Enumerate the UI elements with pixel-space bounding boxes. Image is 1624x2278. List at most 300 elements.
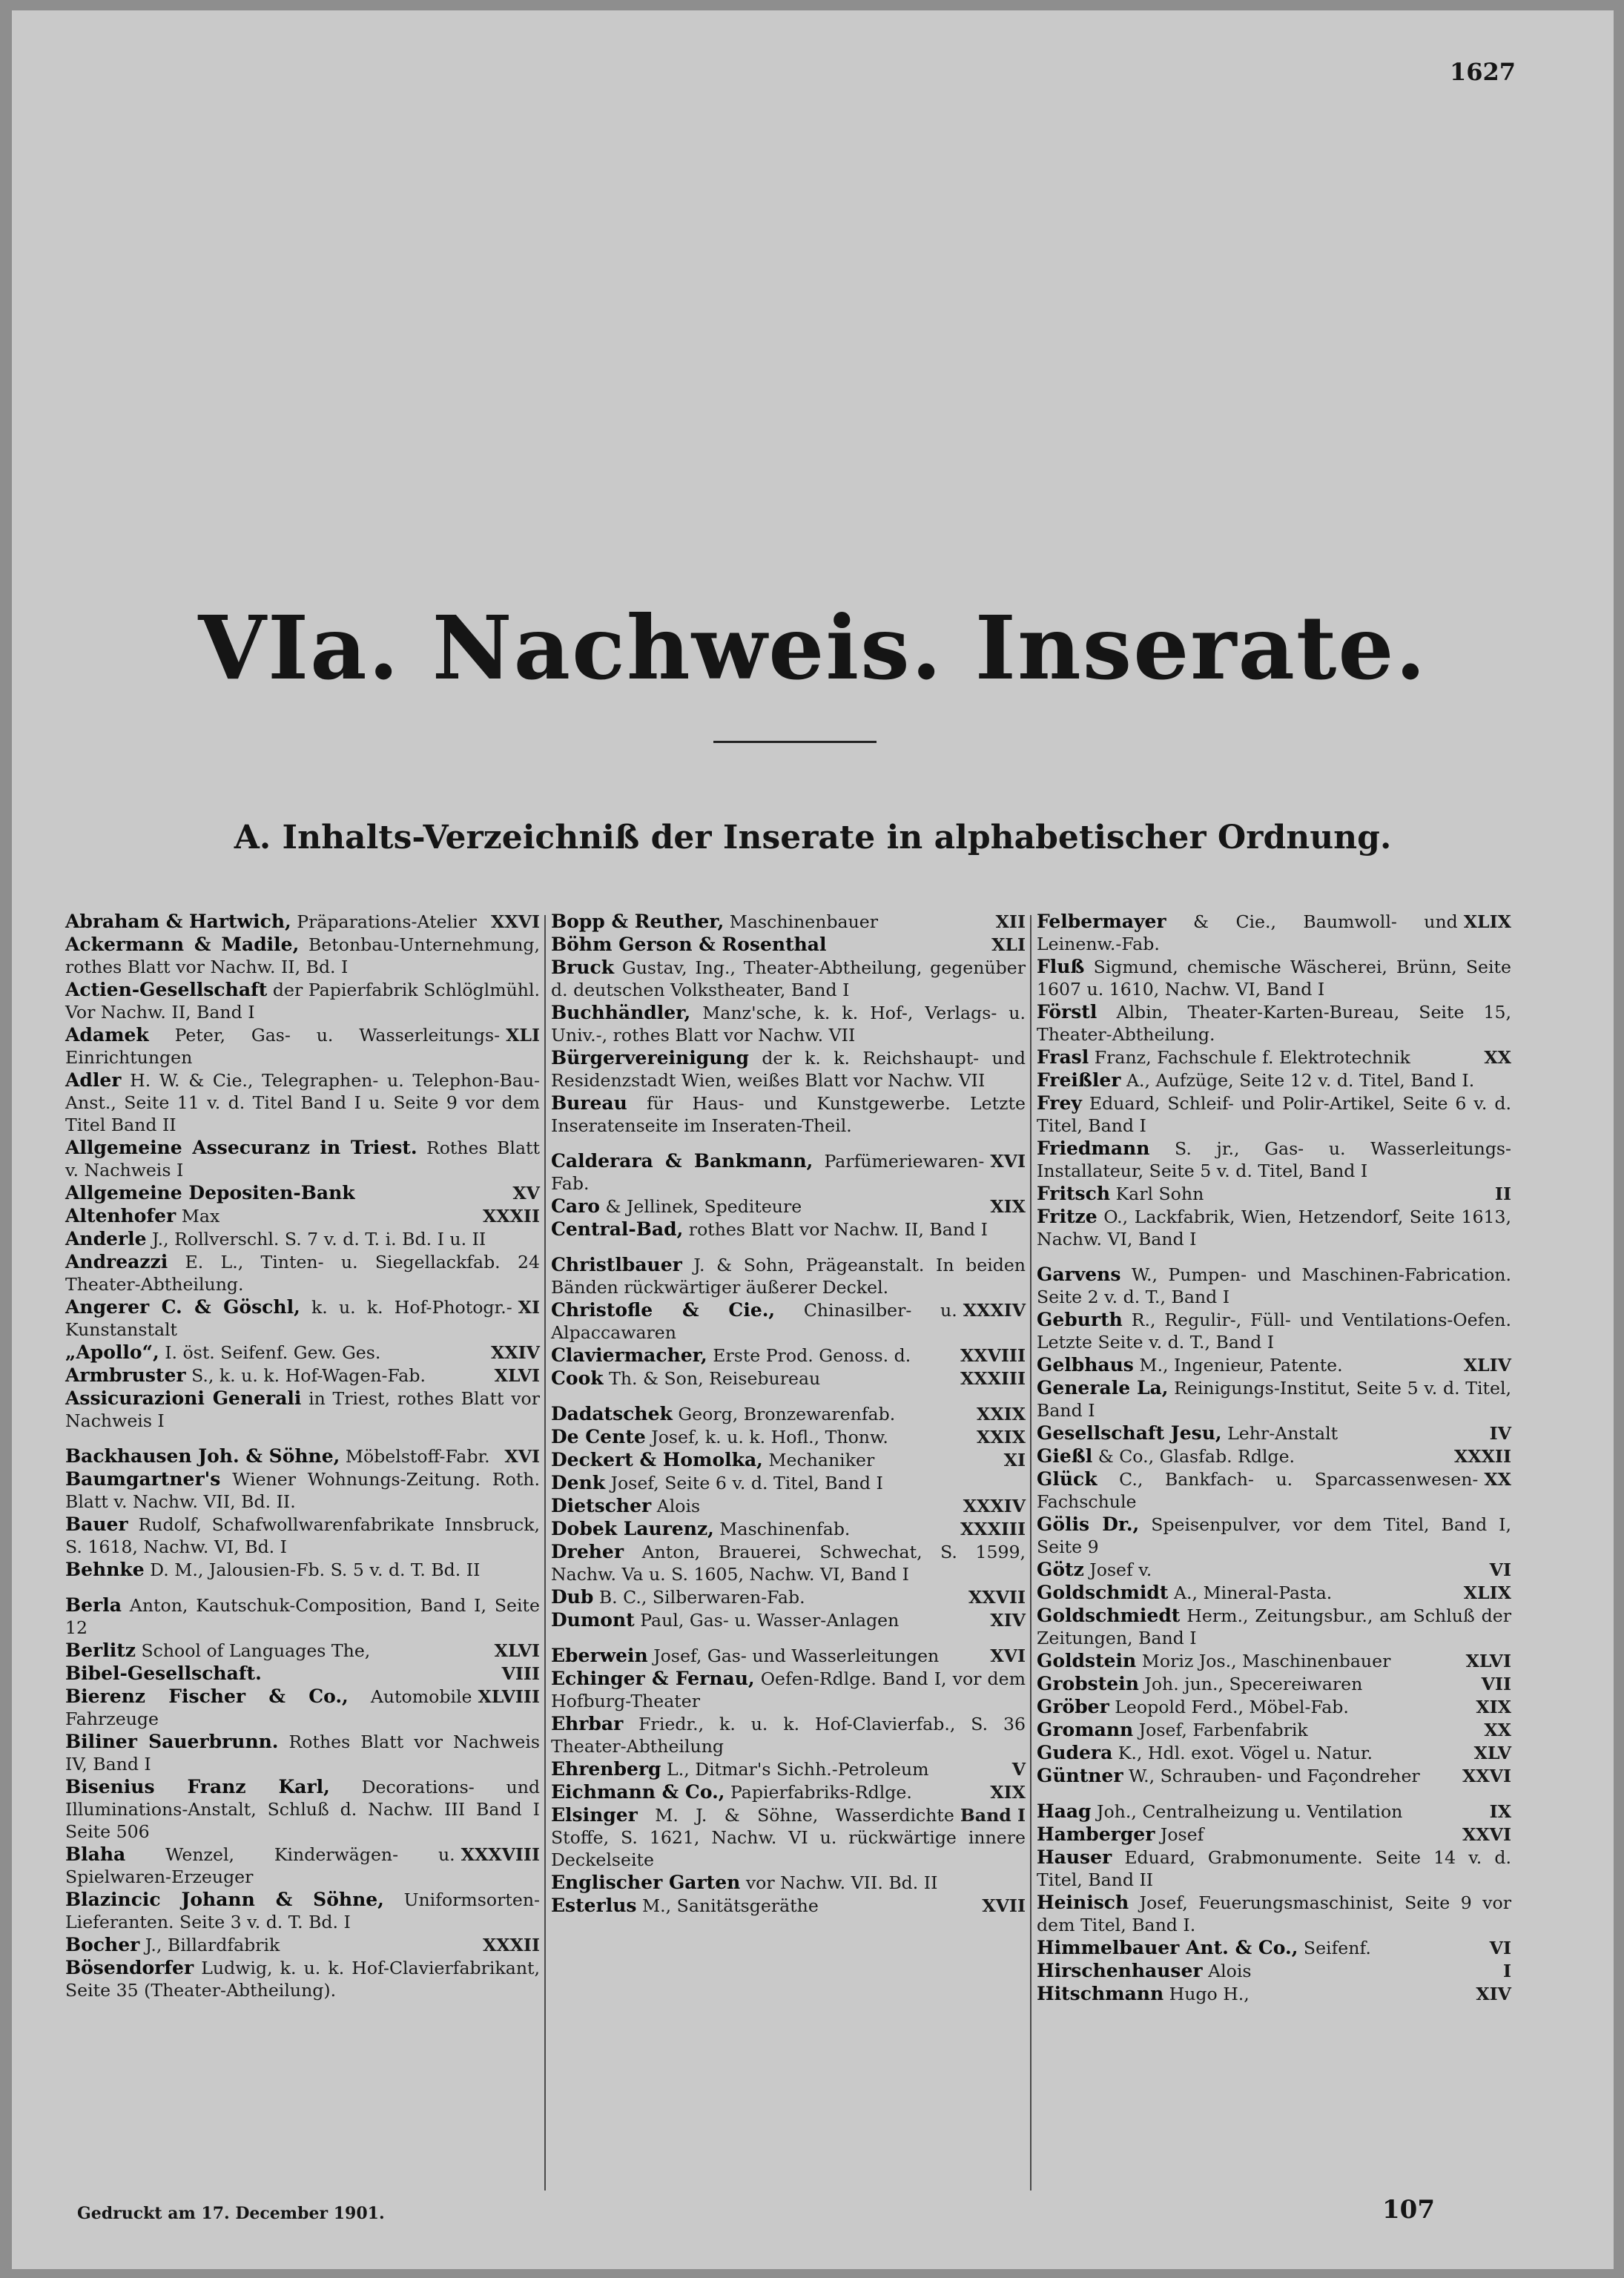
index-entry <box>551 1713 1026 1757</box>
index-entry <box>1037 1206 1511 1250</box>
index-entry <box>1037 1582 1511 1604</box>
entry-name: Ehrbar <box>551 1713 624 1734</box>
entry-description: Josef, Seite 6 v. d. Titel, Band I <box>610 1473 883 1493</box>
entry-reference: VII <box>1481 1674 1511 1694</box>
index-entry <box>1037 1650 1511 1672</box>
entry-description: A., Mineral-Pasta. <box>1173 1582 1333 1603</box>
index-entry <box>551 1472 1026 1494</box>
entry-name: Armbruster <box>65 1364 186 1386</box>
entry-description: Wiener Wohnungs-Zeitung. Roth. Blatt v. Nachw. VII, Bd. II. <box>65 1469 540 1512</box>
index-entry <box>551 1403 1026 1425</box>
index-entry <box>551 1426 1026 1448</box>
entry-name: „Apollo“, <box>65 1341 159 1363</box>
index-entry <box>1037 1605 1511 1649</box>
index-entry <box>551 1092 1026 1137</box>
entry-description: J., Billardfabrik <box>145 1935 280 1955</box>
index-entry <box>65 1468 540 1513</box>
entry-description: Josef v. <box>1089 1559 1152 1580</box>
entry-name: Gröber <box>1037 1696 1109 1717</box>
entry-name: Caro <box>551 1195 600 1217</box>
entry-name: Himmelbauer Ant. & Co., <box>1037 1937 1298 1958</box>
entry-reference: Band I <box>960 1805 1026 1826</box>
entry-description: Papierfabriks-Rdlge. <box>730 1782 912 1803</box>
entry-description: B. C., Silberwaren-Fab. <box>598 1587 805 1608</box>
entry-reference: XXVII <box>968 1587 1026 1608</box>
entry-name: Berla <box>65 1594 122 1616</box>
entry-description: Decorations- und Illuminations-Anstalt, Schluß d. Nachw. III Band I Seite 506 <box>65 1777 540 1842</box>
entry-name: Güntner <box>1037 1765 1123 1786</box>
entry-description: k. u. k. Hof-Photogr.-Kunstanstalt <box>65 1297 512 1340</box>
entry-name: Allgemeine Assecuranz in Triest. <box>65 1137 417 1158</box>
entry-reference: XV <box>512 1183 540 1204</box>
index-entry <box>551 1047 1026 1092</box>
entry-reference: XLIX <box>1463 911 1511 932</box>
index-entry <box>1037 1069 1511 1092</box>
entry-name: Claviermacher, <box>551 1344 707 1366</box>
index-entry <box>551 1781 1026 1803</box>
entry-name: Biliner Sauerbrunn. <box>65 1731 279 1752</box>
entry-name: Gesellschaft Jesu, <box>1037 1422 1222 1444</box>
entry-reference: XX <box>1484 1720 1511 1740</box>
index-columns <box>65 911 1514 2193</box>
entry-reference: VI <box>1489 1938 1511 1958</box>
entry-name: Ackermann & Madile, <box>65 934 300 955</box>
entry-description: Parfümeriewaren-Fab. <box>551 1151 985 1194</box>
index-entry <box>551 1586 1026 1608</box>
index-entry <box>65 979 540 1023</box>
index-entry <box>1037 1138 1511 1182</box>
entry-description: vor Nachw. VII. Bd. II <box>745 1872 938 1893</box>
index-entry <box>1037 1937 1511 1959</box>
entry-description: Präparations-Atelier <box>297 911 477 932</box>
entry-description: Lehr-Anstalt <box>1227 1423 1339 1444</box>
entry-reference: XI <box>518 1297 540 1318</box>
index-entry <box>65 1663 540 1685</box>
entry-name: Baumgartner's <box>65 1468 221 1490</box>
entry-description: J., Rollverschl. S. 7 v. d. T. i. Bd. I u. II <box>152 1229 486 1249</box>
entry-reference: XIV <box>990 1610 1026 1631</box>
index-entry <box>65 1686 540 1730</box>
index-entry <box>1037 1309 1511 1353</box>
entry-description: J. & Sohn, Prägeanstalt. In beiden Bänden rückwärtiger äußerer Deckel. <box>551 1255 1026 1298</box>
entry-description: Friedr., k. u. k. Hof-Clavierfab., S. 36 Theater-Abtheilung <box>551 1714 1026 1757</box>
entry-description: Speisenpulver, vor dem Titel, Band I, Seite 9 <box>1037 1514 1511 1557</box>
index-entry <box>1037 1422 1511 1445</box>
index-entry <box>65 1640 540 1662</box>
index-entry <box>551 1758 1026 1780</box>
entry-description: H. W. & Cie., Telegraphen- u. Telephon-Bau-Anst., Seite 11 v. d. Titel Band I u. Seite 9 vor dem Titel Band II <box>65 1070 541 1135</box>
entry-description: rothes Blatt vor Nachw. II, Band I <box>688 1219 988 1240</box>
index-entry <box>551 957 1026 1001</box>
index-entry <box>65 1957 540 2001</box>
entry-reference: XXIX <box>977 1427 1026 1447</box>
entry-description: Anton, Brauerei, Schwechat, S. 1599, Nachw. Va u. S. 1605, Nachw. VI, Band I <box>551 1542 1026 1585</box>
entry-name: Englischer Garten <box>551 1872 741 1893</box>
index-entry <box>1037 1696 1511 1718</box>
index-entry <box>1037 1001 1511 1046</box>
entry-name: Bürgervereinigung <box>551 1047 750 1069</box>
entry-reference: XXXIII <box>960 1519 1026 1539</box>
entry-description: & Cie., Baumwoll- und Leinenw.-Fab. <box>1037 911 1458 954</box>
entry-description: Maschinenbauer <box>729 911 879 932</box>
entry-description: E. L., Tinten- u. Siegellackfab. 24 Theater-Abtheilung. <box>65 1252 540 1295</box>
sheet-number: 107 <box>1382 2195 1435 2225</box>
entry-description: I. öst. Seifenf. Gew. Ges. <box>165 1342 381 1363</box>
entry-description: A., Aufzüge, Seite 12 v. d. Titel, Band I. <box>1126 1070 1475 1091</box>
entry-description: D. M., Jalousien-Fb. S. 5 v. d. T. Bd. II <box>150 1559 481 1580</box>
index-entry <box>1037 1046 1511 1069</box>
entry-description: Eduard, Schleif- und Polir-Artikel, Seite 6 v. d. Titel, Band I <box>1037 1093 1511 1136</box>
index-entry <box>1037 1800 1511 1823</box>
entry-description: der Papierfabrik Schlöglmühl. Vor Nachw. II, Band I <box>65 980 541 1023</box>
index-entry <box>1037 956 1511 1000</box>
entry-reference: XXXIV <box>963 1300 1026 1321</box>
entry-reference: XXXII <box>1454 1446 1511 1467</box>
index-entry <box>551 1002 1026 1046</box>
entry-reference: XIX <box>990 1782 1026 1803</box>
entry-name: Backhausen Joh. & Söhne, <box>65 1445 340 1467</box>
entry-name: Gudera <box>1037 1742 1113 1763</box>
entry-description: Alois <box>1208 1961 1252 1981</box>
entry-reference: XVI <box>990 1151 1026 1172</box>
entry-reference: XXVIII <box>960 1345 1026 1366</box>
section-subtitle: A. Inhalts-Verzeichniß der Inserate in alphabetischer Ordnung. <box>234 819 1392 856</box>
entry-name: Bisenius Franz Karl, <box>65 1776 330 1797</box>
entry-description: Eduard, Grabmonumente. Seite 14 v. d. Titel, Band II <box>1037 1847 1512 1890</box>
index-entry <box>65 1364 540 1387</box>
entry-reference: XII <box>995 911 1026 932</box>
entry-description: Josef, Gas- und Wasserleitungen <box>653 1645 940 1666</box>
entry-reference: I <box>1502 1961 1511 1981</box>
entry-description: Hugo H., <box>1169 1984 1250 2004</box>
entry-name: Haag <box>1037 1800 1092 1822</box>
entry-name: Hirschenhauser <box>1037 1960 1203 1981</box>
entry-name: Angerer C. & Göschl, <box>65 1296 300 1318</box>
index-entry <box>65 1387 540 1432</box>
entry-name: Dadatschek <box>551 1403 673 1424</box>
entry-description: K., Hdl. exot. Vögel u. Natur. <box>1118 1743 1373 1763</box>
index-entry <box>551 1367 1026 1390</box>
entry-reference: XXVI <box>1462 1824 1511 1845</box>
entry-description: S., k. u. k. Hof-Wagen-Fab. <box>191 1365 426 1386</box>
entry-name: Deckert & Homolka, <box>551 1449 763 1470</box>
entry-name: Generale La, <box>1037 1377 1169 1399</box>
entry-description: Chinasilber- u. Alpaccawaren <box>551 1300 957 1343</box>
index-entry <box>65 1934 540 1956</box>
entry-description: C., Bankfach- u. Sparcassenwesen-Fachschule <box>1037 1469 1479 1512</box>
index-entry <box>551 1254 1026 1298</box>
entry-description: M., Ingenieur, Patente. <box>1139 1355 1343 1376</box>
entry-description: & Jellinek, Spediteure <box>605 1196 802 1217</box>
entry-name: Geburth <box>1037 1309 1123 1330</box>
index-entry <box>65 911 540 933</box>
entry-name: Blaha <box>65 1843 126 1865</box>
entry-reference: XXXIII <box>960 1368 1026 1389</box>
entry-name: Blazincic Johann & Söhne, <box>65 1889 384 1910</box>
entry-name: Dub <box>551 1586 594 1608</box>
index-entry <box>65 934 540 978</box>
index-entry <box>1037 1983 1511 2005</box>
entry-description: Maschinenfab. <box>719 1519 851 1539</box>
entry-description: Automobile Fahrzeuge <box>65 1686 472 1729</box>
entry-name: Goldschmidt <box>1037 1582 1169 1603</box>
entry-reference: XLI <box>506 1025 540 1046</box>
entry-description: Paul, Gas- u. Wasser-Anlagen <box>640 1610 900 1631</box>
entry-name: Frasl <box>1037 1046 1089 1068</box>
index-entry <box>65 1445 540 1468</box>
index-entry <box>65 1251 540 1295</box>
entry-description: Josef, Feuerungsmaschinist, Seite 9 vor dem Titel, Band I. <box>1037 1892 1511 1935</box>
index-entry <box>551 1495 1026 1517</box>
entry-reference: XX <box>1484 1469 1511 1490</box>
entry-reference: XLIX <box>1463 1582 1511 1603</box>
entry-name: Dumont <box>551 1609 635 1631</box>
index-entry <box>65 1559 540 1581</box>
entry-description: S. jr., Gas- u. Wasserleitungs-Installateur, Seite 5 v. d. Titel, Band I <box>1037 1138 1511 1181</box>
entry-description: Herm., Zeitungsbur., am Schluß der Zeitungen, Band I <box>1037 1605 1512 1648</box>
index-column-2 <box>551 911 1026 1918</box>
entry-description: Karl Sohn <box>1115 1183 1204 1204</box>
index-entry <box>1037 1264 1511 1308</box>
entry-description: Georg, Bronzewarenfab. <box>678 1404 896 1424</box>
entry-name: Actien-Gesellschaft <box>65 979 268 1000</box>
entry-name: Dobek Laurenz, <box>551 1518 714 1539</box>
entry-name: Gromann <box>1037 1719 1134 1740</box>
title-rule <box>713 741 877 743</box>
entry-name: Hamberger <box>1037 1823 1155 1845</box>
entry-reference: V <box>1011 1759 1026 1780</box>
index-entry <box>1037 1892 1511 1936</box>
entry-description: W., Schrauben- und Façondreher <box>1129 1766 1420 1786</box>
index-entry <box>551 1804 1026 1871</box>
entry-name: Friedmann <box>1037 1138 1150 1159</box>
entry-name: Gießl <box>1037 1445 1093 1467</box>
entry-name: Hitschmann <box>1037 1983 1164 2004</box>
entry-name: Elsinger <box>551 1804 638 1826</box>
entry-reference: XIX <box>990 1196 1026 1217</box>
index-entry <box>551 1645 1026 1667</box>
entry-reference: XLI <box>991 934 1026 955</box>
entry-name: Altenhofer <box>65 1205 176 1227</box>
index-entry <box>551 1668 1026 1712</box>
entry-reference: XI <box>1003 1450 1026 1470</box>
entry-name: Bocher <box>65 1934 140 1955</box>
entry-description: & Co., Glasfab. Rdlge. <box>1097 1446 1295 1467</box>
entry-description: Wenzel, Kinderwägen- u. Spielwaren-Erzeuger <box>65 1844 455 1887</box>
entry-reference: XLVIII <box>478 1686 540 1707</box>
entry-reference: XLV <box>1473 1743 1511 1763</box>
entry-name: Allgemeine Depositen-Bank <box>65 1182 355 1204</box>
entry-name: Abraham & Hartwich, <box>65 911 291 932</box>
entry-description: Gustav, Ing., Theater-Abtheilung, gegenüber d. deutschen Volkstheater, Band I <box>551 957 1026 1000</box>
entry-description: M. J. & Söhne, Wasserdichte Stoffe, S. 1621, Nachw. VI u. rückwärtige innere Deckelseite <box>551 1805 1026 1870</box>
entry-name: Hauser <box>1037 1846 1112 1868</box>
entry-name: Bierenz Fischer & Co., <box>65 1686 349 1707</box>
index-entry <box>65 1513 540 1558</box>
entry-description: Rothes Blatt vor Nachweis IV, Band I <box>65 1731 540 1774</box>
entry-name: Echinger & Fernau, <box>551 1668 755 1689</box>
entry-name: Anderle <box>65 1228 147 1249</box>
entry-description: Albin, Theater-Karten-Bureau, Seite 15, Theater-Abtheilung. <box>1037 1002 1512 1045</box>
index-entry <box>65 1024 540 1069</box>
entry-name: Bauer <box>65 1513 128 1535</box>
entry-name: Förstl <box>1037 1001 1097 1023</box>
entry-name: Cook <box>551 1367 604 1389</box>
entry-description: Betonbau-Unternehmung, rothes Blatt vor Nachw. II, Bd. I <box>65 934 540 977</box>
entry-description: Josef <box>1160 1824 1204 1845</box>
entry-description: R., Regulir-, Füll- und Ventilations-Oefen. Letzte Seite v. d. T., Band I <box>1037 1310 1511 1353</box>
entry-name: Gölis Dr., <box>1037 1513 1140 1535</box>
entry-reference: XLVI <box>494 1365 540 1386</box>
entry-name: Central-Bad, <box>551 1218 684 1240</box>
entry-description: Erste Prod. Genoss. d. <box>713 1345 911 1366</box>
index-entry <box>551 911 1026 933</box>
entry-description: Uniformsorten-Lieferanten. Seite 3 v. d. T. Bd. I <box>65 1889 541 1932</box>
index-entry <box>65 1889 540 1933</box>
entry-description: Oefen-Rdlge. Band I, vor dem Hofburg-Theater <box>551 1668 1026 1711</box>
index-entry <box>1037 1513 1511 1558</box>
index-entry <box>65 1341 540 1364</box>
index-column-1 <box>65 911 540 2002</box>
entry-description: Franz, Fachschule f. Elektrotechnik <box>1094 1047 1410 1068</box>
entry-description: Josef, Farbenfabrik <box>1138 1720 1308 1740</box>
index-entry <box>1037 1092 1511 1137</box>
entry-name: Esterlus <box>551 1895 637 1916</box>
entry-description: für Haus- und Kunstgewerbe. Letzte Inseratenseite im Inseraten-Theil. <box>551 1093 1026 1136</box>
index-entry <box>65 1137 540 1181</box>
entry-reference: XIV <box>1476 1984 1511 2004</box>
entry-name: Bösendorfer <box>65 1957 194 1978</box>
index-entry <box>1037 1960 1511 1982</box>
entry-reference: XVI <box>504 1446 540 1467</box>
entry-name: Fritsch <box>1037 1183 1110 1204</box>
entry-reference: IV <box>1489 1423 1511 1444</box>
entry-description: Reinigungs-Institut, Seite 5 v. d. Titel, Band I <box>1037 1378 1512 1421</box>
index-entry <box>551 1609 1026 1631</box>
entry-name: Glück <box>1037 1468 1097 1490</box>
entry-name: Frey <box>1037 1092 1082 1114</box>
entry-reference: VIII <box>501 1663 540 1684</box>
entry-reference: XXXII <box>483 1935 540 1955</box>
entry-reference: XX <box>1484 1047 1511 1068</box>
index-entry <box>551 1344 1026 1367</box>
entry-name: Freißler <box>1037 1069 1121 1091</box>
entry-name: Berlitz <box>65 1640 136 1661</box>
entry-reference: XXVI <box>1462 1766 1511 1786</box>
entry-name: Gelbhaus <box>1037 1354 1134 1376</box>
entry-description: Mechaniker <box>768 1450 875 1470</box>
entry-name: Heinisch <box>1037 1892 1129 1913</box>
entry-name: Assicurazioni Generali <box>65 1387 302 1409</box>
entry-description: Rothes Blatt v. Nachweis I <box>65 1138 540 1181</box>
index-entry <box>551 934 1026 956</box>
index-entry <box>1037 1468 1511 1513</box>
entry-reference: XLIV <box>1463 1355 1511 1376</box>
entry-description: Max <box>181 1206 220 1227</box>
index-entry <box>551 1872 1026 1894</box>
entry-description: O., Lackfabrik, Wien, Hetzendorf, Seite 1613, Nachw. VI, Band I <box>1037 1206 1511 1249</box>
entry-description: in Triest, rothes Blatt vor Nachweis I <box>65 1388 541 1431</box>
entry-name: Fritze <box>1037 1206 1097 1227</box>
index-entry <box>1037 1673 1511 1695</box>
index-entry <box>65 1182 540 1204</box>
index-entry <box>551 1895 1026 1917</box>
entry-description: Moriz Jos., Maschinenbauer <box>1141 1651 1391 1671</box>
entry-name: Bruck <box>551 957 615 978</box>
entry-name: Böhm Gerson & Rosenthal <box>551 934 827 955</box>
entry-name: Felbermayer <box>1037 911 1166 932</box>
entry-reference: VI <box>1489 1559 1511 1580</box>
print-date: Gedruckt am 17. December 1901. <box>77 2204 385 2223</box>
entry-reference: XXXII <box>483 1206 540 1227</box>
entry-description: Seifenf. <box>1303 1938 1371 1958</box>
index-entry <box>551 1195 1026 1218</box>
index-entry <box>1037 1183 1511 1205</box>
entry-name: Denk <box>551 1472 606 1493</box>
entry-description: Joh., Centralheizung u. Ventilation <box>1097 1801 1403 1822</box>
entry-name: Goldstein <box>1037 1650 1137 1671</box>
entry-description: Ludwig, k. u. k. Hof-Clavierfabrikant, Seite 35 (Theater-Abtheilung). <box>65 1958 541 2001</box>
entry-name: Eichmann & Co., <box>551 1781 725 1803</box>
entry-description: Rudolf, Schafwollwarenfabrikate Innsbruck, S. 1618, Nachw. VI, Bd. I <box>65 1514 540 1557</box>
index-entry <box>65 1776 540 1843</box>
entry-name: Götz <box>1037 1559 1084 1580</box>
index-entry <box>551 1518 1026 1540</box>
entry-name: Christlbauer <box>551 1254 682 1275</box>
index-entry <box>1037 1559 1511 1581</box>
index-entry <box>65 1069 540 1136</box>
entry-name: Buchhändler, <box>551 1002 691 1023</box>
entry-description: der k. k. Reichshaupt- und Residenzstadt Wien, weißes Blatt vor Nachw. VII <box>551 1048 1026 1091</box>
entry-description: Sigmund, chemische Wäscherei, Brünn, Seite 1607 u. 1610, Nachw. VI, Band I <box>1037 957 1511 1000</box>
index-entry <box>1037 1354 1511 1376</box>
page-title: VIa. Nachweis. Inserate. <box>198 596 1427 699</box>
entry-reference: XXXVIII <box>461 1844 540 1865</box>
index-entry <box>1037 1719 1511 1741</box>
entry-reference: XIX <box>1476 1697 1511 1717</box>
index-entry <box>1037 1823 1511 1846</box>
entry-name: Garvens <box>1037 1264 1121 1285</box>
entry-description: Peter, Gas- u. Wasserleitungs-Einrichtungen <box>65 1025 501 1068</box>
entry-description: School of Languages The, <box>141 1640 371 1661</box>
entry-reference: XLVI <box>1465 1651 1511 1671</box>
index-entry <box>1037 1765 1511 1787</box>
entry-description: Josef, k. u. k. Hofl., Thonw. <box>651 1427 888 1447</box>
index-entry <box>1037 911 1511 955</box>
entry-name: Grobstein <box>1037 1673 1139 1694</box>
page-number: 1627 <box>1449 58 1516 86</box>
index-entry <box>65 1205 540 1227</box>
entry-name: Calderara & Bankmann, <box>551 1150 813 1172</box>
entry-description: Joh. jun., Specereiwaren <box>1144 1674 1363 1694</box>
entry-reference: IX <box>1489 1801 1511 1822</box>
entry-name: Adler <box>65 1069 122 1091</box>
entry-name: Ehrenberg <box>551 1758 661 1780</box>
entry-name: Dreher <box>551 1541 624 1562</box>
index-entry <box>551 1541 1026 1585</box>
column-divider <box>544 915 546 2190</box>
entry-name: Adamek <box>65 1024 149 1046</box>
entry-description: L., Ditmar's Sichh.-Petroleum <box>667 1759 929 1780</box>
index-entry <box>551 1299 1026 1344</box>
entry-description: Anton, Kautschuk-Composition, Band I, Seite 12 <box>65 1595 540 1638</box>
entry-description: Alois <box>656 1496 701 1516</box>
entry-name: Dietscher <box>551 1495 652 1516</box>
index-entry <box>551 1150 1026 1195</box>
index-entry <box>1037 1846 1511 1891</box>
index-entry <box>1037 1445 1511 1468</box>
index-entry <box>551 1218 1026 1241</box>
